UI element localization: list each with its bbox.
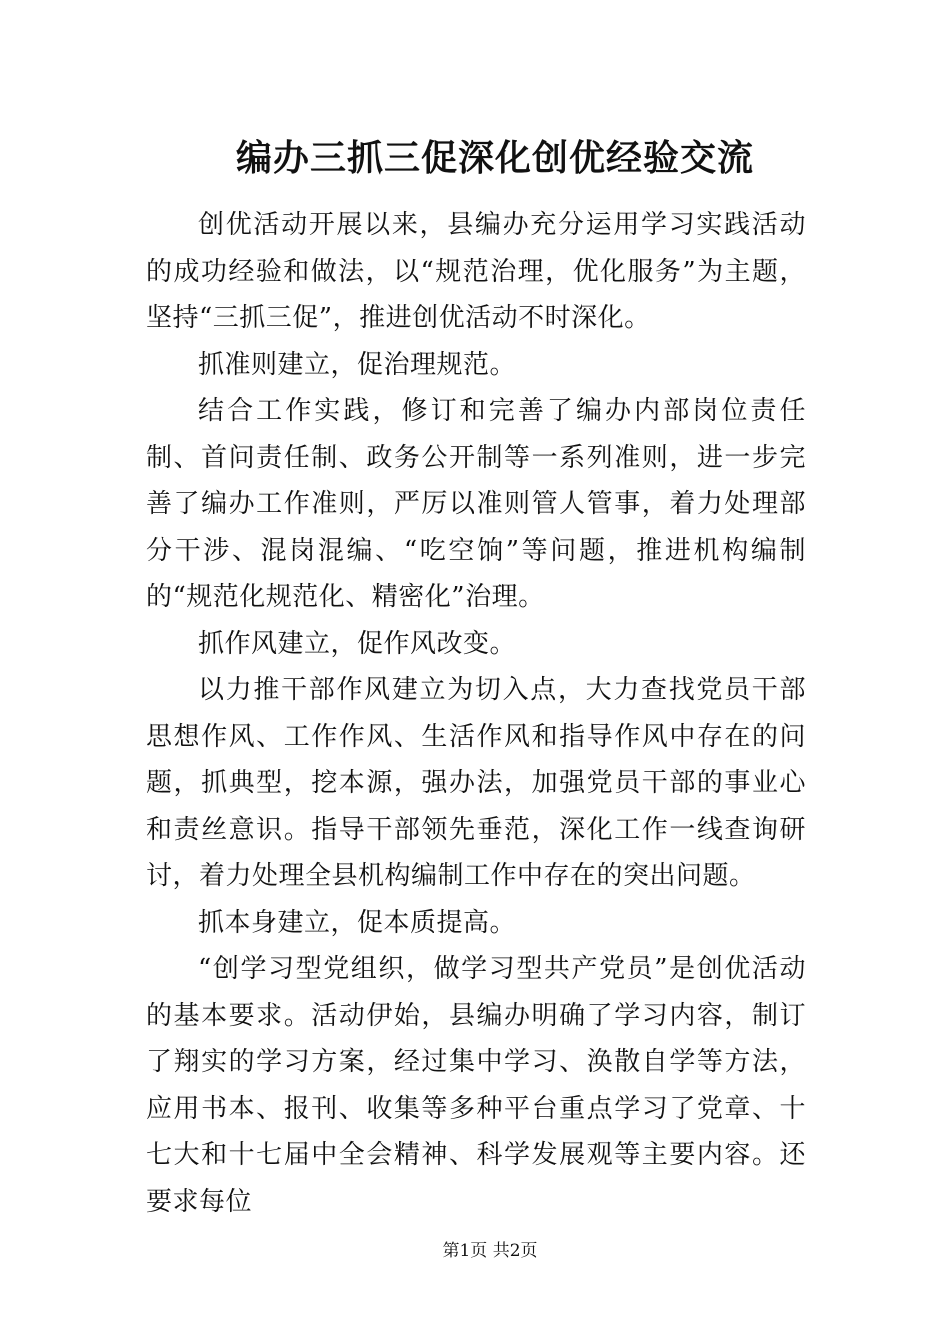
paragraph-rules: 结合工作实践，修订和完善了编办内部岗位责任制、首问责任制、政务公开制等一系列准则，进一步完善了编办工作准则，严厉以准则管人管事，着力处理部分干涉、混岗混编、“吃空饷”等问题，推进机构编制的“规范化规范化、精密化”治理。 <box>146 396 806 612</box>
paragraph-heading-self: 抓本身建立，促本质提高。 <box>198 907 517 938</box>
page-number-footer: 第1页 共2页 <box>442 1241 538 1261</box>
paragraph-heading-rules: 抓准则建立，促治理规范。 <box>198 349 517 380</box>
paragraph-intro: 创优活动开展以来，县编办充分运用学习实践活动的成功经验和做法，以“规范治理，优化服务”为主题，坚持“三抓三促”，推进创优活动不时深化。 <box>146 210 806 333</box>
paragraph-heading-style: 抓作风建立，促作风改变。 <box>198 628 517 659</box>
document-title: 编办三抓三促深化创优经验交流 <box>235 137 754 179</box>
document-body <box>146 202 806 1225</box>
paragraph-style: 以力推干部作风建立为切入点，大力查找党员干部思想作风、工作作风、生活作风和指导作风中存在的问题，抓典型，挖本源，强办法，加强党员干部的事业心和责丝意识。指导干部领先垂范，深化工作一线查询研讨，着力处理全县机构编制工作中存在的突出问题。 <box>146 675 806 891</box>
paragraph-self: “创学习型党组织，做学习型共产党员”是创优活动的基本要求。活动伊始，县编办明确了学习内容，制订了翔实的学习方案，经过集中学习、涣散自学等方法，应用书本、报刊、收集等多种平台重点学习了党章、十七大和十七届中全会精神、科学发展观等主要内容。还要求每位 <box>146 954 806 1217</box>
